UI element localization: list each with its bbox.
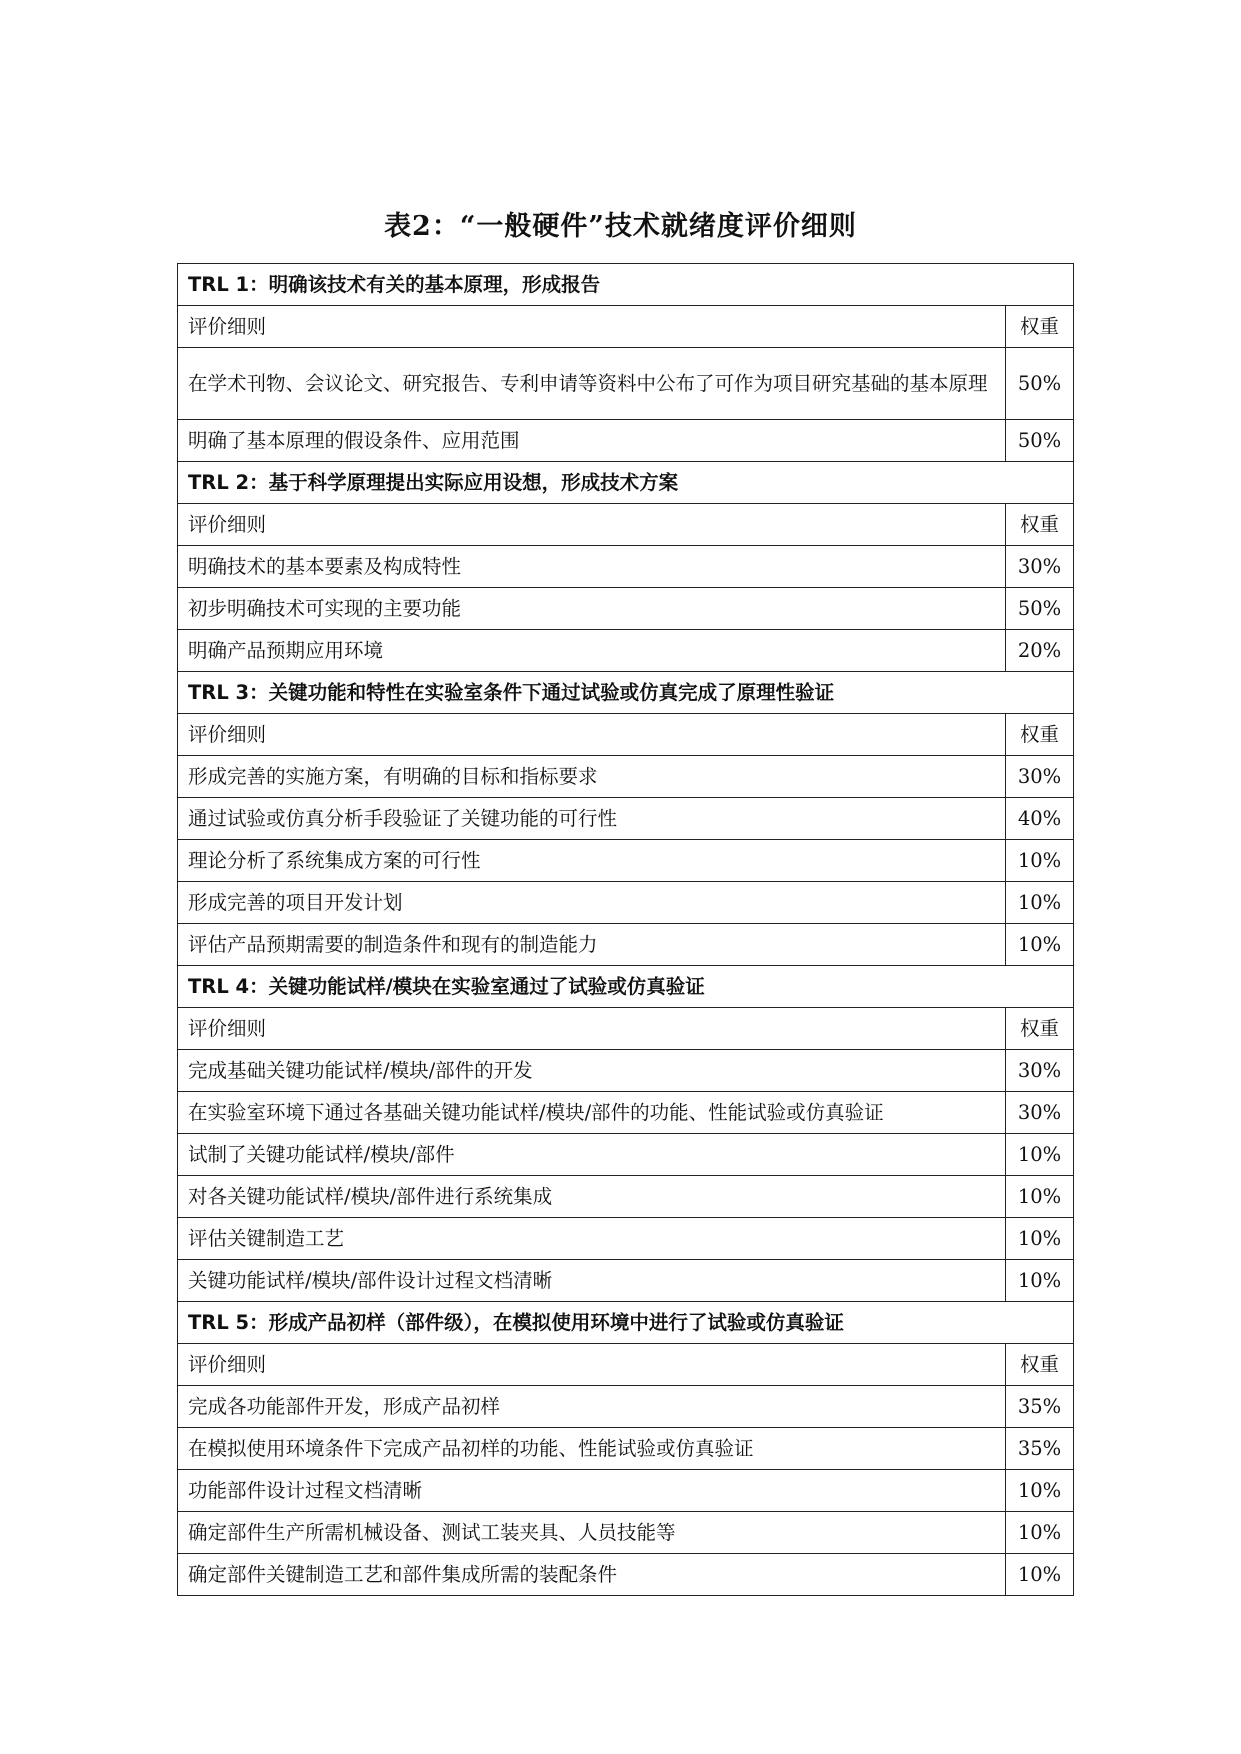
table-row — [178, 1470, 1074, 1512]
trl-level-heading: TRL 2：基于科学原理提出实际应用设想，形成技术方案 — [178, 462, 1074, 504]
criteria-text: 评估关键制造工艺 — [178, 1218, 1006, 1260]
criteria-text: 在实验室环境下通过各基础关键功能试样/模块/部件的功能、性能试验或仿真验证 — [178, 1092, 1006, 1134]
table-row — [178, 546, 1074, 588]
table-row — [178, 1050, 1074, 1092]
criteria-text: 关键功能试样/模块/部件设计过程文档清晰 — [178, 1260, 1006, 1302]
weight-value: 10% — [1006, 1554, 1074, 1596]
table-row — [178, 924, 1074, 966]
weight-header: 权重 — [1006, 714, 1074, 756]
weight-header: 权重 — [1006, 1008, 1074, 1050]
trl-level-row — [178, 672, 1074, 714]
criteria-text: 确定部件生产所需机械设备、测试工装夹具、人员技能等 — [178, 1512, 1006, 1554]
table-row — [178, 1428, 1074, 1470]
criteria-text: 在学术刊物、会议论文、研究报告、专利申请等资料中公布了可作为项目研究基础的基本原理 — [178, 348, 1006, 420]
table-row — [178, 1092, 1074, 1134]
table-row — [178, 630, 1074, 672]
criteria-text: 对各关键功能试样/模块/部件进行系统集成 — [178, 1176, 1006, 1218]
weight-value: 40% — [1006, 798, 1074, 840]
trl-level-row — [178, 264, 1074, 306]
criteria-text: 确定部件关键制造工艺和部件集成所需的装配条件 — [178, 1554, 1006, 1596]
trl-level-heading: TRL 4：关键功能试样/模块在实验室通过了试验或仿真验证 — [178, 966, 1074, 1008]
table-row — [178, 1554, 1074, 1596]
trl-level-heading: TRL 3：关键功能和特性在实验室条件下通过试验或仿真完成了原理性验证 — [178, 672, 1074, 714]
weight-value: 10% — [1006, 1218, 1074, 1260]
weight-value: 50% — [1006, 348, 1074, 420]
table-row — [178, 756, 1074, 798]
trl-level-row — [178, 966, 1074, 1008]
trl-level-row — [178, 1302, 1074, 1344]
weight-value: 30% — [1006, 1050, 1074, 1092]
criteria-text: 明确技术的基本要素及构成特性 — [178, 546, 1006, 588]
criteria-text: 形成完善的实施方案，有明确的目标和指标要求 — [178, 756, 1006, 798]
table-row — [178, 588, 1074, 630]
criteria-text: 明确产品预期应用环境 — [178, 630, 1006, 672]
weight-value: 10% — [1006, 1470, 1074, 1512]
table-row — [178, 1512, 1074, 1554]
table-row — [178, 1260, 1074, 1302]
weight-header: 权重 — [1006, 504, 1074, 546]
criteria-text: 功能部件设计过程文档清晰 — [178, 1470, 1006, 1512]
table-row — [178, 1386, 1074, 1428]
column-header-row — [178, 1008, 1074, 1050]
weight-value: 30% — [1006, 1092, 1074, 1134]
trl-level-heading: TRL 1：明确该技术有关的基本原理，形成报告 — [178, 264, 1074, 306]
weight-value: 30% — [1006, 546, 1074, 588]
page-title: 表2：“一般硬件”技术就绪度评价细则 — [384, 211, 857, 242]
table-row — [178, 840, 1074, 882]
table-row — [178, 1134, 1074, 1176]
weight-value: 10% — [1006, 840, 1074, 882]
weight-value: 50% — [1006, 588, 1074, 630]
weight-header: 权重 — [1006, 306, 1074, 348]
weight-value: 35% — [1006, 1428, 1074, 1470]
weight-value: 30% — [1006, 756, 1074, 798]
table-row — [178, 1176, 1074, 1218]
table-body — [178, 264, 1074, 1596]
criteria-header: 评价细则 — [178, 714, 1006, 756]
criteria-header: 评价细则 — [178, 1344, 1006, 1386]
column-header-row — [178, 1344, 1074, 1386]
criteria-text: 评估产品预期需要的制造条件和现有的制造能力 — [178, 924, 1006, 966]
column-header-row — [178, 504, 1074, 546]
criteria-text: 明确了基本原理的假设条件、应用范围 — [178, 420, 1006, 462]
criteria-header: 评价细则 — [178, 306, 1006, 348]
table-row — [178, 882, 1074, 924]
trl-criteria-table — [177, 263, 1074, 1596]
weight-value: 10% — [1006, 882, 1074, 924]
criteria-text: 试制了关键功能试样/模块/部件 — [178, 1134, 1006, 1176]
criteria-text: 完成各功能部件开发，形成产品初样 — [178, 1386, 1006, 1428]
table-row — [178, 1218, 1074, 1260]
criteria-header: 评价细则 — [178, 504, 1006, 546]
weight-value: 20% — [1006, 630, 1074, 672]
column-header-row — [178, 714, 1074, 756]
criteria-text: 初步明确技术可实现的主要功能 — [178, 588, 1006, 630]
weight-value: 10% — [1006, 1134, 1074, 1176]
table-row — [178, 348, 1074, 420]
weight-value: 10% — [1006, 1176, 1074, 1218]
criteria-text: 通过试验或仿真分析手段验证了关键功能的可行性 — [178, 798, 1006, 840]
table-row — [178, 420, 1074, 462]
weight-value: 10% — [1006, 1260, 1074, 1302]
weight-header: 权重 — [1006, 1344, 1074, 1386]
criteria-text: 理论分析了系统集成方案的可行性 — [178, 840, 1006, 882]
criteria-text: 在模拟使用环境条件下完成产品初样的功能、性能试验或仿真验证 — [178, 1428, 1006, 1470]
criteria-text: 形成完善的项目开发计划 — [178, 882, 1006, 924]
trl-level-heading: TRL 5：形成产品初样（部件级），在模拟使用环境中进行了试验或仿真验证 — [178, 1302, 1074, 1344]
table-row — [178, 798, 1074, 840]
column-header-row — [178, 306, 1074, 348]
weight-value: 35% — [1006, 1386, 1074, 1428]
weight-value: 50% — [1006, 420, 1074, 462]
criteria-text: 完成基础关键功能试样/模块/部件的开发 — [178, 1050, 1006, 1092]
criteria-header: 评价细则 — [178, 1008, 1006, 1050]
weight-value: 10% — [1006, 924, 1074, 966]
weight-value: 10% — [1006, 1512, 1074, 1554]
trl-level-row — [178, 462, 1074, 504]
